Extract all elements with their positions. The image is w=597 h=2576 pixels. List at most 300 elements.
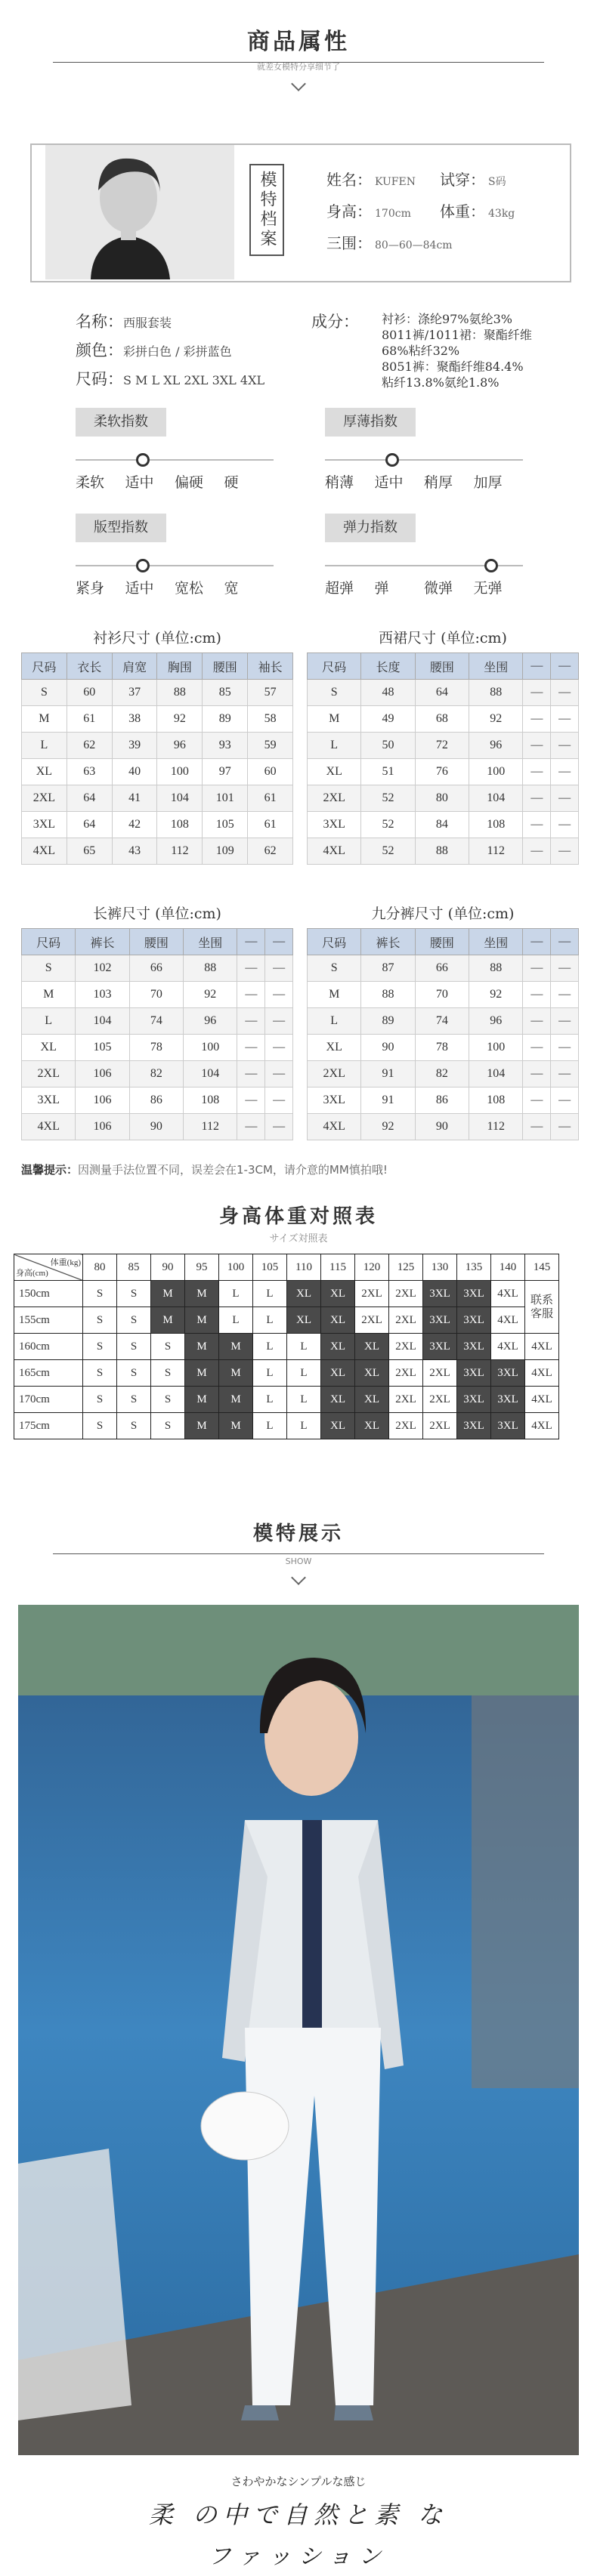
table-header-cell: 坐围 xyxy=(469,653,523,680)
table-cell: 3XL xyxy=(308,1087,361,1114)
hw-size-cell: 3XL xyxy=(423,1334,457,1360)
model-section-header xyxy=(0,1518,597,1583)
hw-height-cell: 155cm xyxy=(14,1307,83,1334)
table-cell: — xyxy=(523,982,551,1008)
table-cell: 100 xyxy=(184,1035,237,1061)
table-header-cell: 胸围 xyxy=(157,653,203,680)
composition-line: 衬衫：涤纶97%氨纶3% xyxy=(382,312,512,326)
table-cell: 52 xyxy=(361,812,415,838)
hw-size-cell: S xyxy=(83,1387,117,1413)
hw-height-cell: 160cm xyxy=(14,1334,83,1360)
table-cell: 112 xyxy=(184,1114,237,1140)
table-row xyxy=(22,785,293,812)
hw-size-cell: 2XL xyxy=(423,1387,457,1413)
table-row xyxy=(308,1114,579,1140)
table-header-cell: — xyxy=(237,929,265,955)
table-cell: 50 xyxy=(361,733,415,759)
hw-weight-header: 135 xyxy=(457,1254,491,1281)
table-cell: 3XL xyxy=(22,812,67,838)
table-cell: 93 xyxy=(203,733,248,759)
table-cell: L xyxy=(22,733,67,759)
hw-size-cell: S xyxy=(151,1360,185,1387)
hw-size-cell: XL xyxy=(355,1360,389,1387)
hw-corner-weight: 体重(kg) xyxy=(50,1258,81,1267)
table-cell: 38 xyxy=(112,706,157,733)
hw-weight-header: 130 xyxy=(423,1254,457,1281)
table-cell: 86 xyxy=(129,1087,183,1114)
table-cell: 89 xyxy=(361,1008,415,1035)
table-row xyxy=(22,982,293,1008)
hw-size-cell: S xyxy=(117,1307,151,1334)
table-cell: — xyxy=(551,838,579,865)
indicator-option: 加厚 xyxy=(473,474,503,491)
table-cell: — xyxy=(523,785,551,812)
table-row xyxy=(22,955,293,982)
table-cell: — xyxy=(551,1008,579,1035)
chevron-down-icon xyxy=(291,1570,306,1585)
table-cell: 92 xyxy=(184,982,237,1008)
size-table-title: 衬衫尺寸 (单位:cm) xyxy=(93,630,221,646)
hw-header-row xyxy=(14,1254,559,1281)
hw-size-cell: 4XL xyxy=(491,1334,525,1360)
table-cell: 43 xyxy=(112,838,157,865)
hw-size-cell: M xyxy=(185,1360,219,1387)
table-cell: — xyxy=(551,1114,579,1140)
table-cell: 58 xyxy=(248,706,293,733)
table-cell: 106 xyxy=(76,1061,129,1087)
spec-color: 颜色：彩拼白色 / 彩拼蓝色 xyxy=(76,341,232,359)
attr-section-header xyxy=(0,23,597,89)
table-header-cell: 裤长 xyxy=(361,929,415,955)
table-cell: XL xyxy=(308,759,361,785)
table-cell: 88 xyxy=(415,838,469,865)
table-cell: 72 xyxy=(415,733,469,759)
table-cell: — xyxy=(523,706,551,733)
table-cell: 102 xyxy=(76,955,129,982)
table-cell: L xyxy=(308,1008,361,1035)
hw-size-cell: XL xyxy=(287,1281,321,1307)
hw-weight-header: 100 xyxy=(219,1254,253,1281)
table-cell: — xyxy=(237,1087,265,1114)
table-row xyxy=(22,1114,293,1140)
table-cell: 92 xyxy=(469,706,523,733)
model-height: 身高： 170cm xyxy=(326,202,411,221)
table-row xyxy=(308,680,579,706)
hw-size-cell: 3XL xyxy=(457,1413,491,1439)
table-cell: 66 xyxy=(129,955,183,982)
table-cell: 37 xyxy=(112,680,157,706)
table-cell: 70 xyxy=(415,982,469,1008)
table-cell: 86 xyxy=(415,1087,469,1114)
table-cell: 4XL xyxy=(22,838,67,865)
model-weight: 体重： 43kg xyxy=(440,202,515,221)
table-header-cell: — xyxy=(551,929,579,955)
table-cell: 52 xyxy=(361,838,415,865)
table-row xyxy=(308,706,579,733)
table-cell: 105 xyxy=(203,812,248,838)
hw-size-cell: M xyxy=(185,1307,219,1334)
indicator-option: 宽 xyxy=(224,580,239,597)
indicator-knob xyxy=(385,453,399,467)
chevron-down-icon xyxy=(291,76,306,91)
hw-size-cell: 3XL xyxy=(457,1387,491,1413)
table-cell: 103 xyxy=(76,982,129,1008)
indicator-option: 宽松 xyxy=(175,580,204,597)
table-row xyxy=(308,1087,579,1114)
table-cell: M xyxy=(308,706,361,733)
table-cell: 4XL xyxy=(308,1114,361,1140)
table-cell: 82 xyxy=(129,1061,183,1087)
table-cell: 85 xyxy=(203,680,248,706)
hw-size-cell: L xyxy=(287,1360,321,1387)
size-table-title: 九分裤尺寸 (单位:cm) xyxy=(371,905,515,922)
table-cell: 68 xyxy=(415,706,469,733)
hw-size-cell: S xyxy=(83,1334,117,1360)
indicator-track xyxy=(76,459,274,461)
model-section-subtitle: SHOW xyxy=(285,1556,312,1566)
table-cell: — xyxy=(551,1035,579,1061)
hw-size-cell: L xyxy=(287,1387,321,1413)
table-cell: 63 xyxy=(67,759,112,785)
hw-size-cell: XL xyxy=(321,1307,355,1334)
table-header-cell: 腰围 xyxy=(203,653,248,680)
table-cell: 42 xyxy=(112,812,157,838)
table-cell: 80 xyxy=(415,785,469,812)
hw-corner-cell xyxy=(14,1254,83,1281)
table-cell: 88 xyxy=(184,955,237,982)
table-header-row xyxy=(308,929,579,955)
table-cell: — xyxy=(551,982,579,1008)
hw-weight-header: 125 xyxy=(389,1254,423,1281)
table-cell: — xyxy=(523,812,551,838)
table-cell: 3XL xyxy=(308,812,361,838)
table-cell: S xyxy=(308,680,361,706)
table-row xyxy=(22,838,293,865)
table-cell: 52 xyxy=(361,785,415,812)
indicator-label: 厚薄指数 xyxy=(325,408,416,437)
table-cell: 49 xyxy=(361,706,415,733)
composition-line: 8011裤/1011裙：聚酯纤维 xyxy=(382,328,532,342)
table-cell: 48 xyxy=(361,680,415,706)
table-header-cell: 坐围 xyxy=(469,929,523,955)
composition-line: 68%粘纤32% xyxy=(382,344,460,358)
table-cell: 78 xyxy=(129,1035,183,1061)
table-cell: — xyxy=(523,1087,551,1114)
table-row xyxy=(308,759,579,785)
measurement-tip: 温馨提示：因测量手法位置不同，误差会在1-3CM，请介意的MM慎拍哦! xyxy=(21,1163,388,1177)
hw-size-cell: 3XL xyxy=(423,1281,457,1307)
table-cell: 109 xyxy=(203,838,248,865)
table-cell: 108 xyxy=(157,812,203,838)
table-cell: — xyxy=(523,838,551,865)
table-row xyxy=(22,759,293,785)
table-cell: 64 xyxy=(415,680,469,706)
table-cell: — xyxy=(523,1035,551,1061)
table-cell: — xyxy=(551,706,579,733)
table-cell: — xyxy=(551,785,579,812)
table-cell: 39 xyxy=(112,733,157,759)
hw-section-title: 身高体重对照表 xyxy=(218,1205,378,1228)
indicator-label: 柔软指数 xyxy=(76,408,166,437)
hw-row xyxy=(14,1281,559,1307)
table-cell: 51 xyxy=(361,759,415,785)
table-cell: 4XL xyxy=(22,1114,76,1140)
table-cell: — xyxy=(551,680,579,706)
height-weight-chart xyxy=(14,1254,559,1439)
hw-height-cell: 150cm xyxy=(14,1281,83,1307)
divider xyxy=(53,1553,544,1554)
table-cell: — xyxy=(237,1061,265,1087)
hw-size-cell: 4XL xyxy=(525,1334,559,1360)
table-header-cell: 裤长 xyxy=(76,929,129,955)
hw-size-cell: XL xyxy=(321,1413,355,1439)
hw-size-cell: XL xyxy=(321,1281,355,1307)
table-header-cell: 尺码 xyxy=(308,929,361,955)
indicator-label: 版型指数 xyxy=(76,514,166,542)
table-cell: 40 xyxy=(112,759,157,785)
table-cell: — xyxy=(265,1087,293,1114)
composition-line: 8051裤：聚酯纤维84.4% xyxy=(382,359,524,374)
indicator-option: 柔软 xyxy=(76,474,105,491)
hw-size-cell: 2XL xyxy=(355,1307,389,1334)
hw-row xyxy=(14,1413,559,1439)
table-cell: 104 xyxy=(184,1061,237,1087)
hw-size-cell: L xyxy=(219,1281,253,1307)
table-cell: 2XL xyxy=(22,1061,76,1087)
table-cell: 90 xyxy=(415,1114,469,1140)
indicator-option: 适中 xyxy=(125,580,154,597)
model-showcase-photo xyxy=(18,1605,579,2455)
hw-size-cell: 4XL xyxy=(525,1387,559,1413)
hw-size-cell: 2XL xyxy=(389,1387,423,1413)
hw-section-header xyxy=(0,1201,597,1245)
table-cell: 61 xyxy=(248,785,293,812)
hw-row xyxy=(14,1334,559,1360)
hw-section-subtitle: サイズ対照表 xyxy=(269,1233,328,1245)
indicator-knob xyxy=(484,559,498,572)
table-header-cell: 尺码 xyxy=(308,653,361,680)
table-cell: 82 xyxy=(415,1061,469,1087)
table-cell: 70 xyxy=(129,982,183,1008)
table-cell: 104 xyxy=(469,785,523,812)
table-cell: S xyxy=(308,955,361,982)
table-row xyxy=(308,812,579,838)
table-header-cell: 衣长 xyxy=(67,653,112,680)
table-row xyxy=(308,955,579,982)
table-cell: 92 xyxy=(157,706,203,733)
table-row xyxy=(308,838,579,865)
hw-size-cell: 2XL xyxy=(389,1413,423,1439)
table-cell: — xyxy=(551,812,579,838)
hw-weight-header: 115 xyxy=(321,1254,355,1281)
hw-weight-header: 110 xyxy=(287,1254,321,1281)
hw-weight-header: 120 xyxy=(355,1254,389,1281)
table-cell: 61 xyxy=(248,812,293,838)
hw-size-cell: M xyxy=(219,1387,253,1413)
hw-size-cell: 3XL xyxy=(423,1307,457,1334)
table-cell: 108 xyxy=(469,1087,523,1114)
table-cell: 96 xyxy=(469,733,523,759)
hw-size-cell: S xyxy=(117,1281,151,1307)
hw-size-cell: M xyxy=(185,1334,219,1360)
composition-line: 粘纤13.8%氨纶1.8% xyxy=(382,375,500,390)
table-cell: — xyxy=(523,1114,551,1140)
table-header-row xyxy=(308,653,579,680)
table-cell: — xyxy=(237,955,265,982)
table-row xyxy=(22,733,293,759)
table-header-row xyxy=(22,929,293,955)
table-cell: 91 xyxy=(361,1087,415,1114)
hw-size-cell: S xyxy=(151,1413,185,1439)
hw-row xyxy=(14,1307,559,1334)
hw-size-cell: M xyxy=(151,1281,185,1307)
table-cell: 100 xyxy=(469,1035,523,1061)
table-cell: — xyxy=(551,1087,579,1114)
table-cell: XL xyxy=(22,759,67,785)
table-cell: M xyxy=(22,706,67,733)
hw-size-cell: 2XL xyxy=(423,1360,457,1387)
table-cell: 96 xyxy=(184,1008,237,1035)
table-row xyxy=(22,1061,293,1087)
hw-height-cell: 165cm xyxy=(14,1360,83,1387)
hw-weight-header: 145 xyxy=(525,1254,559,1281)
table-cell: 97 xyxy=(203,759,248,785)
indicator-option: 适中 xyxy=(374,474,404,491)
hw-size-cell: 2XL xyxy=(355,1281,389,1307)
hw-weight-header: 90 xyxy=(151,1254,185,1281)
indicator-option: 超弹 xyxy=(325,580,354,597)
hw-size-cell: XL xyxy=(321,1387,355,1413)
hw-size-cell: L xyxy=(219,1307,253,1334)
hw-size-cell: 3XL xyxy=(457,1307,491,1334)
spec-name: 名称：西服套装 xyxy=(76,313,172,331)
indicator-option: 紧身 xyxy=(76,580,105,597)
table-cell: S xyxy=(22,955,76,982)
table-cell: 87 xyxy=(361,955,415,982)
hw-contact-cell: 联系客服 xyxy=(525,1281,559,1334)
size-table xyxy=(21,652,293,865)
hw-size-cell: XL xyxy=(355,1413,389,1439)
table-cell: 76 xyxy=(415,759,469,785)
hw-size-cell: S xyxy=(83,1307,117,1334)
table-row xyxy=(308,1008,579,1035)
table-cell: 78 xyxy=(415,1035,469,1061)
table-cell: 112 xyxy=(469,1114,523,1140)
hw-row xyxy=(14,1387,559,1413)
table-header-cell: — xyxy=(523,653,551,680)
hw-weight-header: 95 xyxy=(185,1254,219,1281)
table-cell: 60 xyxy=(248,759,293,785)
table-cell: — xyxy=(523,1008,551,1035)
attr-section-title: 商品属性 xyxy=(247,29,350,55)
hw-size-cell: XL xyxy=(287,1307,321,1334)
caption-line-3: ファッション xyxy=(208,2544,389,2570)
table-cell: 62 xyxy=(67,733,112,759)
table-header-cell: 尺码 xyxy=(22,653,67,680)
model-section-title: 模特展示 xyxy=(252,1522,344,1545)
table-row xyxy=(22,1008,293,1035)
indicator-option: 弹 xyxy=(374,580,389,597)
indicator-track xyxy=(325,459,523,461)
table-row xyxy=(308,982,579,1008)
hw-size-cell: 3XL xyxy=(491,1387,525,1413)
table-row xyxy=(22,1035,293,1061)
hw-size-cell: M xyxy=(151,1307,185,1334)
table-cell: 88 xyxy=(157,680,203,706)
indicator-knob xyxy=(136,559,150,572)
hw-height-cell: 170cm xyxy=(14,1387,83,1413)
hw-size-cell: S xyxy=(83,1360,117,1387)
table-cell: 92 xyxy=(361,1114,415,1140)
hw-height-cell: 175cm xyxy=(14,1413,83,1439)
hw-size-cell: L xyxy=(253,1360,287,1387)
table-cell: L xyxy=(22,1008,76,1035)
hw-size-cell: L xyxy=(287,1413,321,1439)
table-row xyxy=(308,1035,579,1061)
table-cell: — xyxy=(523,733,551,759)
table-cell: 61 xyxy=(67,706,112,733)
table-cell: — xyxy=(265,982,293,1008)
table-cell: 104 xyxy=(76,1008,129,1035)
hw-size-cell: 2XL xyxy=(423,1413,457,1439)
hw-size-cell: XL xyxy=(321,1360,355,1387)
spec-composition xyxy=(382,311,593,390)
model-name: 姓名： KUFEN xyxy=(326,171,416,189)
table-cell: — xyxy=(551,759,579,785)
indicator-option: 适中 xyxy=(125,474,154,491)
table-cell: 101 xyxy=(203,785,248,812)
table-cell: XL xyxy=(308,1035,361,1061)
table-header-cell: — xyxy=(523,929,551,955)
table-row xyxy=(22,680,293,706)
table-cell: 84 xyxy=(415,812,469,838)
table-cell: 92 xyxy=(469,982,523,1008)
table-cell: 104 xyxy=(157,785,203,812)
table-cell: — xyxy=(265,955,293,982)
table-cell: 66 xyxy=(415,955,469,982)
table-cell: 2XL xyxy=(22,785,67,812)
table-cell: — xyxy=(237,1114,265,1140)
hw-row xyxy=(14,1360,559,1387)
hw-size-cell: S xyxy=(117,1413,151,1439)
table-cell: — xyxy=(265,1035,293,1061)
table-cell: 59 xyxy=(248,733,293,759)
model-portrait xyxy=(45,145,234,279)
table-cell: 41 xyxy=(112,785,157,812)
table-header-cell: 腰围 xyxy=(415,929,469,955)
indicator-option: 硬 xyxy=(224,474,239,491)
table-cell: 108 xyxy=(184,1087,237,1114)
table-header-cell: 长度 xyxy=(361,653,415,680)
table-cell: S xyxy=(22,680,67,706)
hw-size-cell: 3XL xyxy=(457,1281,491,1307)
table-cell: — xyxy=(523,1061,551,1087)
hw-size-cell: L xyxy=(253,1387,287,1413)
table-cell: M xyxy=(22,982,76,1008)
size-table-title: 西裙尺寸 (单位:cm) xyxy=(379,630,507,646)
table-cell: 88 xyxy=(469,955,523,982)
model-size: 试穿： S码 xyxy=(440,171,506,189)
table-cell: 4XL xyxy=(308,838,361,865)
hw-size-cell: 3XL xyxy=(491,1360,525,1387)
hw-size-cell: S xyxy=(117,1387,151,1413)
table-cell: 90 xyxy=(361,1035,415,1061)
spec-sizes: 尺码：S M L XL 2XL 3XL 4XL xyxy=(76,370,265,388)
table-cell: — xyxy=(265,1114,293,1140)
hw-size-cell: XL xyxy=(355,1334,389,1360)
indicator-option: 稍厚 xyxy=(424,474,453,491)
table-cell: — xyxy=(265,1008,293,1035)
